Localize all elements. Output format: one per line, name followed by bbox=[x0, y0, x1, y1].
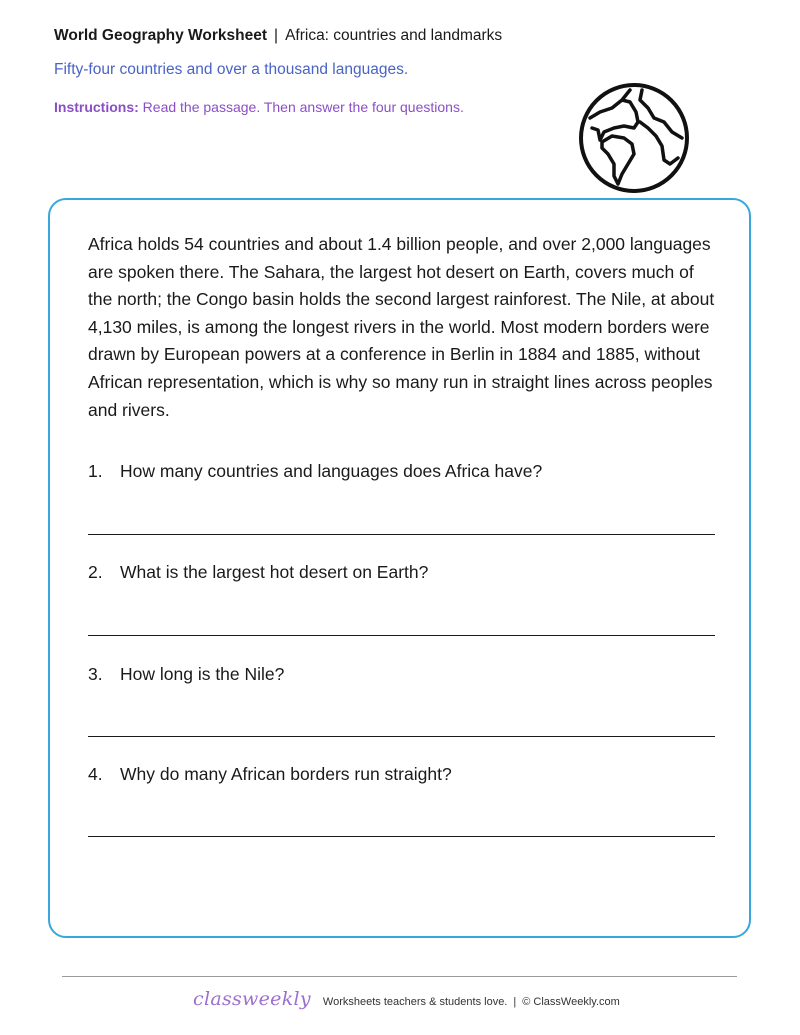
reading-card bbox=[48, 198, 751, 938]
footer-separator: | bbox=[513, 996, 517, 1008]
instructions-label: Instructions: bbox=[54, 99, 139, 115]
classweekly-logo: classweekly bbox=[193, 988, 311, 1010]
footer bbox=[193, 988, 620, 1010]
answer-line-2[interactable] bbox=[88, 635, 715, 636]
question-number: 2. bbox=[88, 562, 103, 582]
instructions bbox=[54, 99, 464, 115]
question-text: How long is the Nile? bbox=[120, 664, 285, 684]
question-text: What is the largest hot desert on Earth? bbox=[120, 562, 429, 582]
worksheet-header bbox=[54, 27, 502, 45]
answer-line-3[interactable] bbox=[88, 736, 715, 737]
answer-line-1[interactable] bbox=[88, 534, 715, 535]
footer-tagline: Worksheets teachers & students love. bbox=[322, 996, 508, 1008]
question-2 bbox=[88, 562, 428, 583]
worksheet-subtitle: Fifty-four countries and over a thousand languages. bbox=[54, 61, 409, 78]
instructions-text: Read the passage. Then answer the four questions. bbox=[142, 99, 464, 115]
footer-copyright: © ClassWeekly.com bbox=[522, 996, 620, 1008]
question-number: 4. bbox=[88, 764, 103, 784]
question-number: 1. bbox=[88, 461, 103, 481]
footer-divider bbox=[62, 976, 737, 977]
reading-passage: Africa holds 54 countries and about 1.4 billion people, and over 2,000 languages are spoken there. The Sahara, the largest hot desert on Earth, covers much of the north; the Congo basin holds the second largest rainforest. The Nile, at about 4,130 miles, is among the longest rivers in the world. Most modern borders were drawn by European powers at a conference in Berlin in 1884 and 1885, without African representation, which is why so many run in straight lines across peoples and rivers. bbox=[88, 234, 715, 420]
question-3 bbox=[88, 664, 284, 685]
globe-icon bbox=[578, 82, 690, 194]
question-4 bbox=[88, 764, 452, 785]
answer-line-4[interactable] bbox=[88, 836, 715, 837]
header-separator: | bbox=[274, 27, 279, 44]
worksheet-title: World Geography Worksheet bbox=[54, 27, 268, 44]
question-text: Why do many African borders run straight? bbox=[120, 764, 452, 784]
question-1 bbox=[88, 461, 542, 482]
question-number: 3. bbox=[88, 664, 103, 684]
worksheet-topic: Africa: countries and landmarks bbox=[285, 27, 503, 44]
question-text: How many countries and languages does Africa have? bbox=[120, 461, 543, 481]
